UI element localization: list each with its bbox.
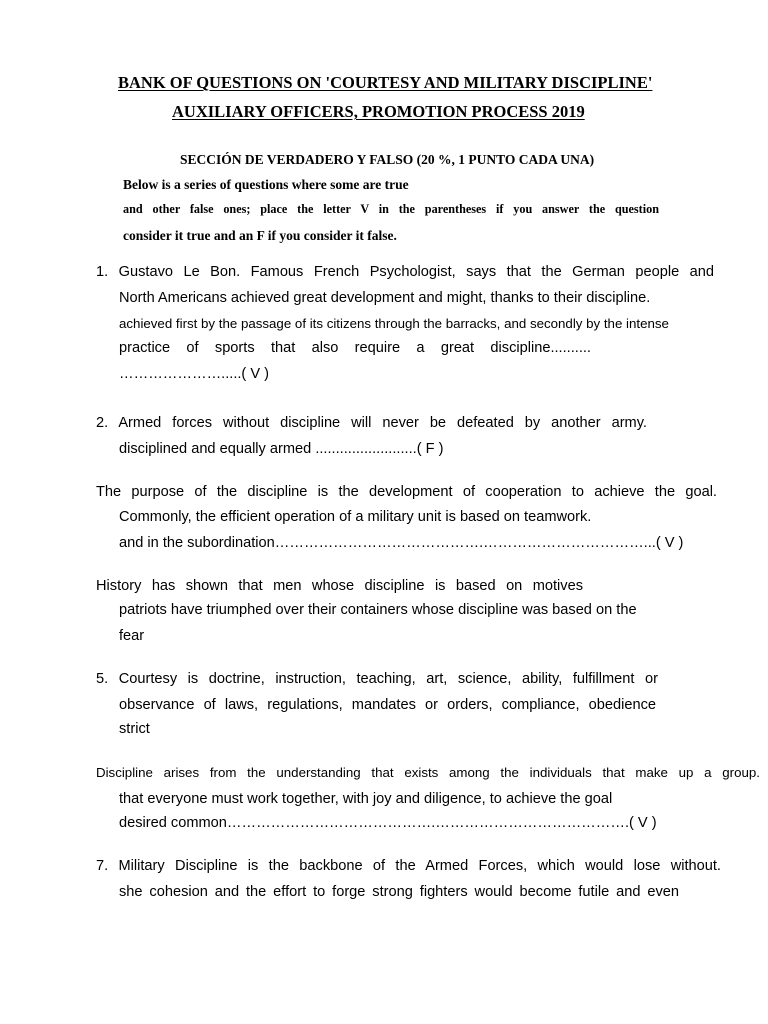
question-1-line-1: 1. Gustavo Le Bon. Famous French Psychologist, says that the German people and: [96, 264, 714, 280]
question-1-line-3: achieved first by the passage of its citizens through the barracks, and secondly by the intense: [119, 316, 669, 331]
document-subtitle: AUXILIARY OFFICERS, PROMOTION PROCESS 2019: [172, 102, 585, 121]
section-title: SECCIÓN DE VERDADERO Y FALSO (20 %, 1 PUNTO CADA UNA): [180, 152, 595, 167]
question-5-line-1: 5. Courtesy is doctrine, instruction, teaching, art, science, ability, fulfillment or: [96, 671, 658, 687]
question-5-line-3: strict: [119, 721, 150, 737]
question-3-line-3: and in the subordination…………………………………….……………………………...( V ): [119, 535, 684, 551]
question-1-line-2: North Americans achieved great development and might, thanks to their discipline.: [119, 290, 651, 306]
instructions-line-3: consider it true and an F if you consider it false.: [123, 228, 397, 243]
question-7-line-2: she cohesion and the effort to forge strong fighters would become futile and even: [119, 884, 679, 900]
question-4-line-3: fear: [119, 628, 145, 644]
question-2-line-1: 2. Armed forces without discipline will never be defeated by another army.: [96, 415, 647, 431]
document-title: BANK OF QUESTIONS ON 'COURTESY AND MILITARY DISCIPLINE': [118, 73, 653, 92]
question-1-line-4: practice of sports that also require a great discipline..........: [119, 340, 591, 356]
question-5-line-2: observance of laws, regulations, mandates or orders, compliance, obedience: [119, 697, 656, 713]
instructions-line-1: Below is a series of questions where some are true: [123, 177, 409, 192]
question-6-line-3: desired common…………………………………….………………………………….( V ): [119, 815, 657, 831]
question-6-line-2: that everyone must work together, with joy and diligence, to achieve the goal: [119, 791, 613, 807]
question-4-line-2: patriots have triumphed over their containers whose discipline was based on the: [119, 602, 637, 618]
question-3-line-1: The purpose of the discipline is the development of cooperation to achieve the goal.: [96, 484, 717, 500]
question-6-line-1: Discipline arises from the understanding that exists among the individuals that make up a group.: [96, 765, 760, 780]
instructions-line-2: and other false ones; place the letter V in the parentheses if you answer the question: [123, 202, 659, 216]
question-3-line-2: Commonly, the efficient operation of a military unit is based on teamwork.: [119, 509, 592, 525]
question-7-line-1: 7. Military Discipline is the backbone of the Armed Forces, which would lose without.: [96, 858, 721, 874]
question-2-line-2: disciplined and equally armed .........................( F ): [119, 441, 444, 457]
question-1-line-5: ………………….....( V ): [119, 366, 269, 382]
question-4-line-1: History has shown that men whose discipline is based on motives: [96, 578, 583, 594]
